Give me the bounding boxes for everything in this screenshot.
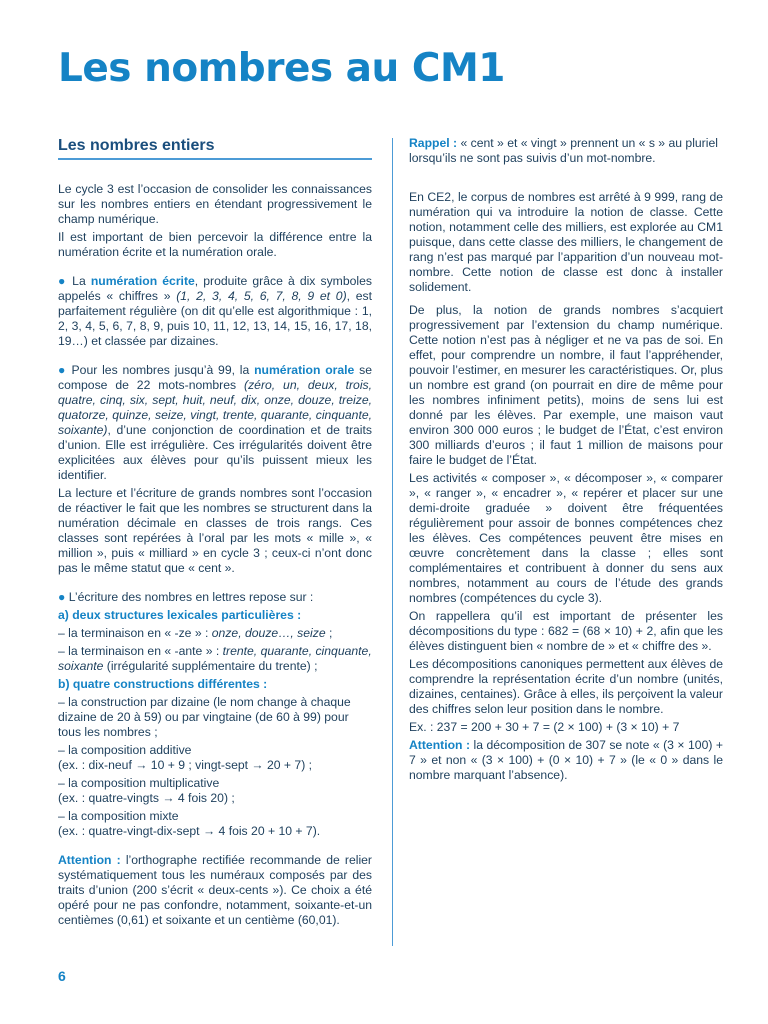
attention-label: Attention : [58, 853, 121, 867]
rappel-label: Rappel : [409, 136, 458, 150]
number-words-list: (zéro, un, deux, trois, quatre, cinq, six, sept, huit, neuf, dix, onze, douze, treize, quatorze, quinze, seize, vingt, trente, quarante, cinquante, soixante) [58, 378, 373, 437]
page-number: 6 [58, 968, 66, 984]
intro-paragraph: Le cycle 3 est l’occasion de consolider les connaissances sur les nombres entiers en étendant progressivement le champ numérique. [58, 182, 372, 226]
bullet-icon: ● [58, 363, 67, 377]
left-column [58, 138, 372, 931]
written-numeration-paragraph: ● La numération écrite, produite grâce à dix symboles appelés « chiffres » (1, 2, 3, 4, 5, 6, 7, 8, 9 et 0), est parfaitement régulière (on dit qu’elle est algorithmique : 1, 2, 3, 4, 5, 6, 7, 8, 9, puis 10, 11, 12, 13, 14, 15, 16, 17, 18, 19…) et classée par dizaines. [58, 274, 373, 348]
activities-paragraph: Les activités « composer », « décomposer », « comparer », « ranger », « encadrer », « repérer et placer sur une demi-droite graduée » doivent être fréquentées régulièrement pour assoir de bonnes compétences chez les élèves. Ces compétences peuvent être mises en œuvre concrètement dans la classe ; elles sont complémentaires et contribuent à donner du sens aux nombres, notamment au cours de l’étude des grands nombres (compétences du cycle 3). [409, 471, 723, 605]
subheading-a: a) deux structures lexicales particulières : [58, 608, 302, 622]
key-term: numération orale [254, 363, 355, 377]
example-line: Ex. : 237 = 200 + 30 + 7 = (2 × 100) + (3 × 10) + 7 [409, 720, 680, 734]
page-title: Les nombres au CM1 [58, 46, 505, 91]
decompositions-reminder-paragraph: On rappellera qu’il est important de présenter les décompositions du type : 682 = (68 × 10) + 2, afin que les élèves distinguent bien « nombre de » et « chiffre des ». [409, 609, 723, 653]
intro-paragraph-2: Il est important de bien percevoir la différence entre la numération écrite et la numération orale. [58, 230, 372, 259]
writing-in-letters-paragraph: ● L’écriture des nombres en lettres repose sur : [58, 590, 314, 604]
large-numbers-notion-paragraph: De plus, la notion de grands nombres s’acquiert progressivement par l’extension du champ numérique. Cette notion n’est pas à négliger et ne va pas de soi. En effet, pour comprendre un nombre, il faut l’appréhender, pouvoir l’estimer, en mesurer les caractéristiques. Or, plus un nombre est grand (on pourrait en dire de même pour les nombres infiniment petits), moins de sens lui est donné par les élèves. Par exemple, une maison vaut environ 300 000 euros ; le budget de l’État, c’est environ 300 milliards d’euros ; il faut 1 million de maisons pour faire le budget de l’État. [409, 303, 723, 467]
digits-list: (1, 2, 3, 4, 5, 6, 7, 8, 9 et 0) [176, 289, 347, 303]
oral-numeration-paragraph: ● Pour les nombres jusqu’à 99, la numération orale se compose de 22 mots-nombres (zéro, un, deux, trois, quatre, cinq, six, sept, huit, neuf, dix, onze, douze, treize, quatorze, quinze, seize, vingt, trente, quarante, cinquante, soixante), d’une conjonction de coordination et de traits d’union. Elle est irrégulière. Ces irrégularités doivent être explicitées aux élèves pour qu’ils puissent mieux les identifier. [58, 363, 373, 482]
column-divider [392, 138, 393, 946]
right-column [409, 136, 723, 786]
bullet-icon: ● [58, 590, 66, 604]
list-item: – la composition mixte (ex. : quatre-vingt-dix-sept → 4 fois 20 + 10 + 7). [58, 809, 321, 838]
attention-note: Attention : l’orthographe rectifiée recommande de relier systématiquement tous les numéraux composés par des traits d’union (200 s’écrit « deux-cents »). Ce choix a été opéré pour ne pas confondre, notamment, soixante-et-un centièmes (0,61) et soixante et un centième (60,01). [58, 853, 372, 927]
list-item: – la construction par dizaine (le nom change à chaque dizaine de 20 à 59) ou par vingtaine (de 60 à 99) pour tous les nombres ; [58, 695, 351, 739]
attention-note: Attention : la décomposition de 307 se note « (3 × 100) + 7 » et non « (3 × 100) + (0 × 10) + 7 » (le « 0 » dans le nombre marquant l’absence). [409, 738, 724, 782]
list-item: – la terminaison en « -ante » : trente, quarante, cinquante, soixante (irrégularité supplémentaire du trente) ; [58, 644, 372, 673]
bullet-icon: ● [58, 274, 68, 288]
list-item: – la terminaison en « -ze » : onze, douze…, seize ; [58, 626, 333, 640]
list-item: – la composition multiplicative (ex. : quatre-vingts → 4 fois 20) ; [58, 776, 235, 805]
canonical-decompositions-paragraph: Les décompositions canoniques permettent aux élèves de comprendre la représentation écrite d’un nombre (unités, dizaines, centaines). Grâce à elles, ils perçoivent la valeur des chiffres selon leur position dans le nombre. [409, 657, 723, 716]
section-heading: Les nombres entiers [58, 138, 372, 160]
list-item: – la composition additive (ex. : dix-neuf → 10 + 9 ; vingt-sept → 20 + 7) ; [58, 743, 313, 772]
ce2-paragraph: En CE2, le corpus de nombres est arrêté à 9 999, rang de numération qui va introduire la notion de classe. Cette notion, notamment celle des milliers, est explorée au CM1 puisque, dans cette classe des milliers, le changement de rang n’est pas marqué par l’apparition d’un nouveau mot-nombre. Cette notion de classe est donc à installer solidement. [409, 190, 723, 294]
subheading-b: b) quatre constructions différentes : [58, 677, 268, 691]
rappel-note: Rappel : « cent » et « vingt » prennent un « s » au pluriel lorsqu’ils ne sont pas suivis d’un mot-nombre. [409, 136, 718, 165]
key-term: numération écrite [90, 274, 195, 288]
large-numbers-paragraph: La lecture et l’écriture de grands nombres sont l’occasion de réactiver le fait que les nombres se structurent dans la numération décimale en classes de trois rangs. Ces classes sont repérées à l’oral par les mots « mille », « million », puis « milliard » en cycle 3 ; ceux-ci n’ont donc pas le même statut que « cent ». [58, 486, 372, 575]
attention-label: Attention : [409, 738, 471, 752]
